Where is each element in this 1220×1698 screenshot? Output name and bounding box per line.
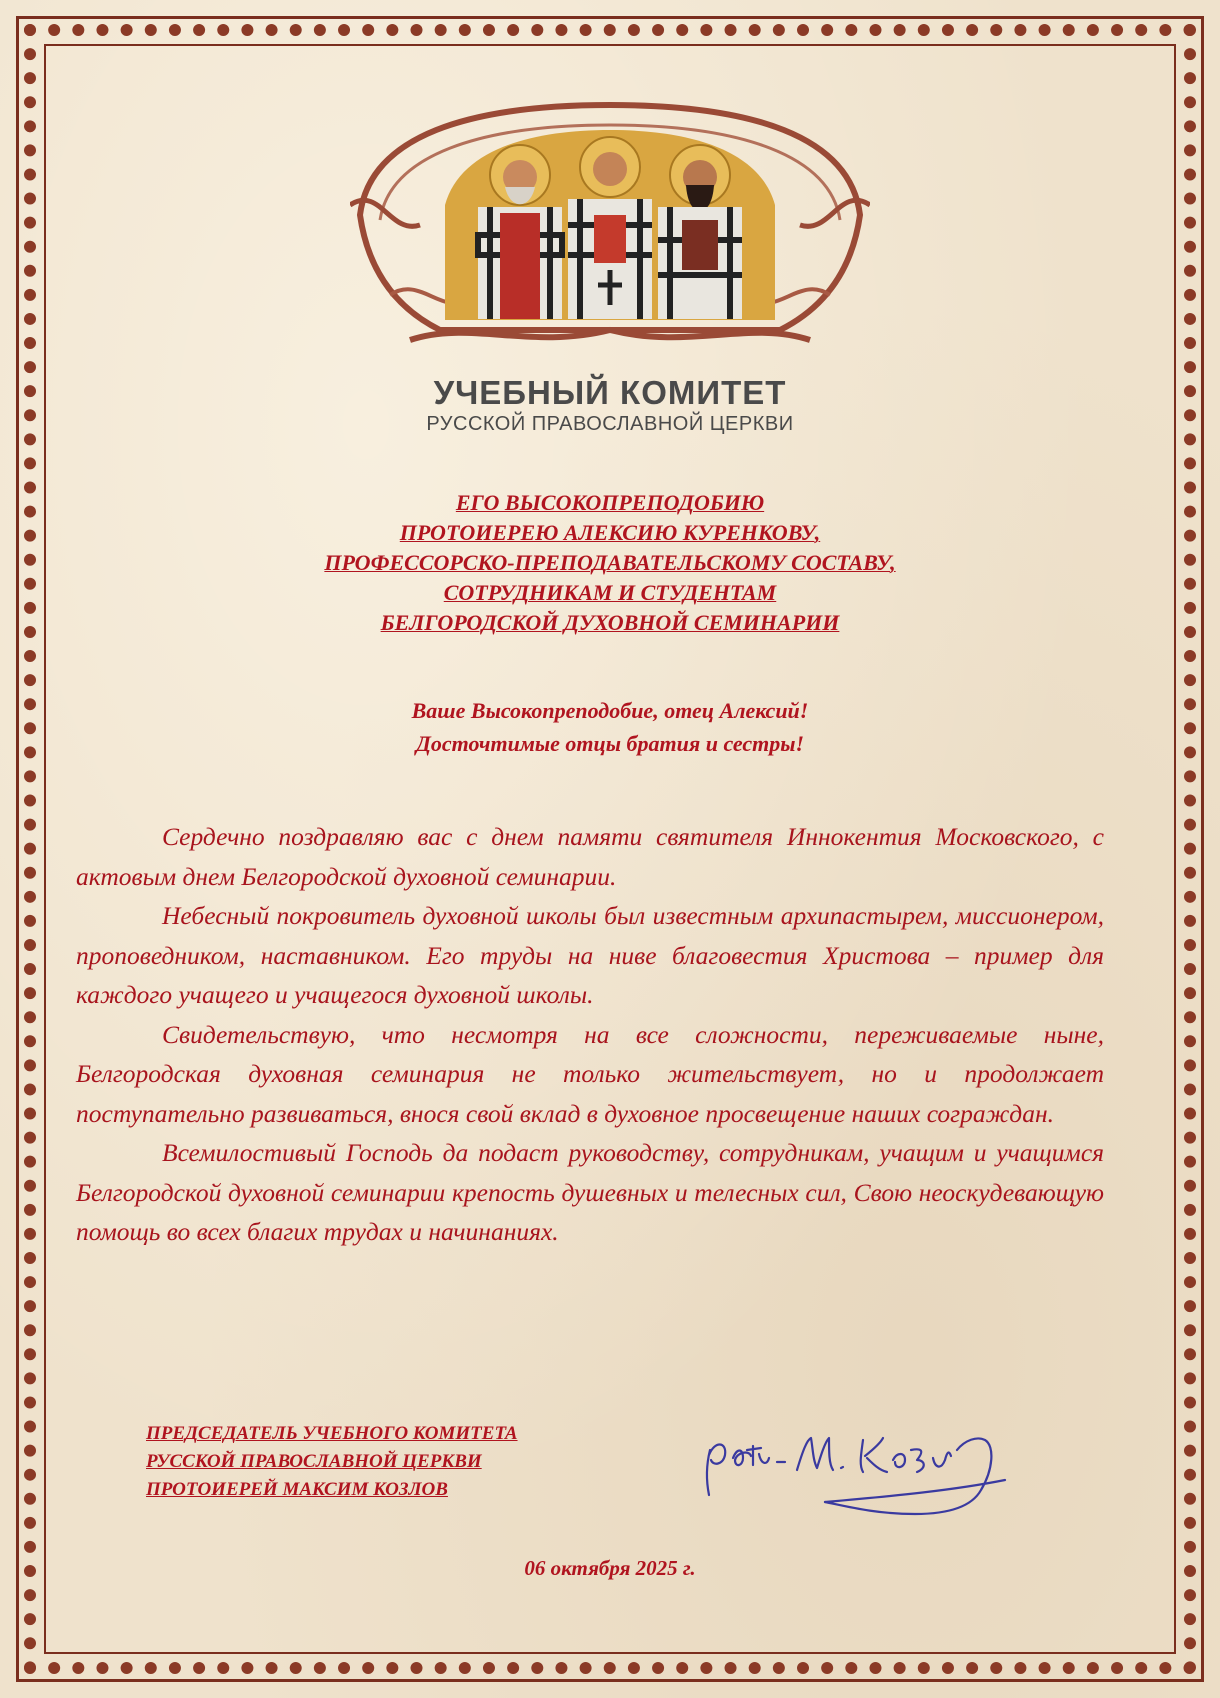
- addressee-line: ПРОТОИЕРЕЮ АЛЕКСИЮ КУРЕНКОВУ,: [399, 520, 821, 545]
- greeting-line: Ваше Высокопреподобие, отец Алексий!: [411, 698, 809, 723]
- body-paragraph: Сердечно поздравляю вас с днем памяти святителя Иннокентия Московского, с актовым днем Белгородской духовной семинарии.: [76, 822, 1104, 891]
- signatory-block: [146, 1420, 518, 1504]
- addressee-line: СОТРУДНИКАМ И СТУДЕНТАМ: [443, 580, 777, 605]
- signatory-line: ПРОТОИЕРЕЙ МАКСИМ КОЗЛОВ: [146, 1479, 448, 1500]
- body-paragraph: Небесный покровитель духовной школы был известным архипастырем, миссионером, проповедником, наставником. Его труды на ниве благовестия Христова – пример для каждого учащего и учащегося духовной школы.: [76, 901, 1104, 1009]
- greeting-block: [0, 694, 1220, 760]
- signatory-line: РУССКОЙ ПРАВОСЛАВНОЙ ЦЕРКВИ: [146, 1451, 482, 1472]
- three-hierarchs-icon: [350, 95, 870, 355]
- organization-title: УЧЕБНЫЙ КОМИТЕТ: [433, 374, 787, 411]
- addressee-line: БЕЛГОРОДСКОЙ ДУХОВНОЙ СЕМИНАРИИ: [380, 610, 840, 635]
- letter-body: [76, 817, 1104, 1252]
- addressee-line: ПРОФЕССОРСКО-ПРЕПОДАВАТЕЛЬСКОМУ СОСТАВУ,: [324, 550, 896, 575]
- addressee-line: ЕГО ВЫСОКОПРЕПОДОБИЮ: [455, 490, 765, 515]
- body-paragraph: Свидетельствую, что несмотря на все сложности, переживаемые ныне, Белгородская духовная семинария не только жительствует, но и продолжает поступательно развиваться, внося свой вклад в духовное просвещение наших сограждан.: [76, 1019, 1104, 1128]
- body-paragraph: Всемилостивый Господь да подаст руководству, сотрудникам, учащим и учащимся Белгородской духовной семинарии крепость душевных и телесных сил, Свою неоскудевающую помощь во всех благих трудах и начинаниях.: [76, 1138, 1104, 1246]
- addressee-block: [0, 488, 1220, 638]
- document-date: 06 октября 2025 г.: [524, 1556, 696, 1580]
- greeting-line: Досточтимые отцы братия и сестры!: [415, 731, 805, 756]
- organization-subtitle: РУССКОЙ ПРАВОСЛАВНОЙ ЦЕРКВИ: [426, 413, 794, 435]
- signatory-line: ПРЕДСЕДАТЕЛЬ УЧЕБНОГО КОМИТЕТА: [146, 1423, 518, 1444]
- handwritten-signature: [695, 1410, 1025, 1530]
